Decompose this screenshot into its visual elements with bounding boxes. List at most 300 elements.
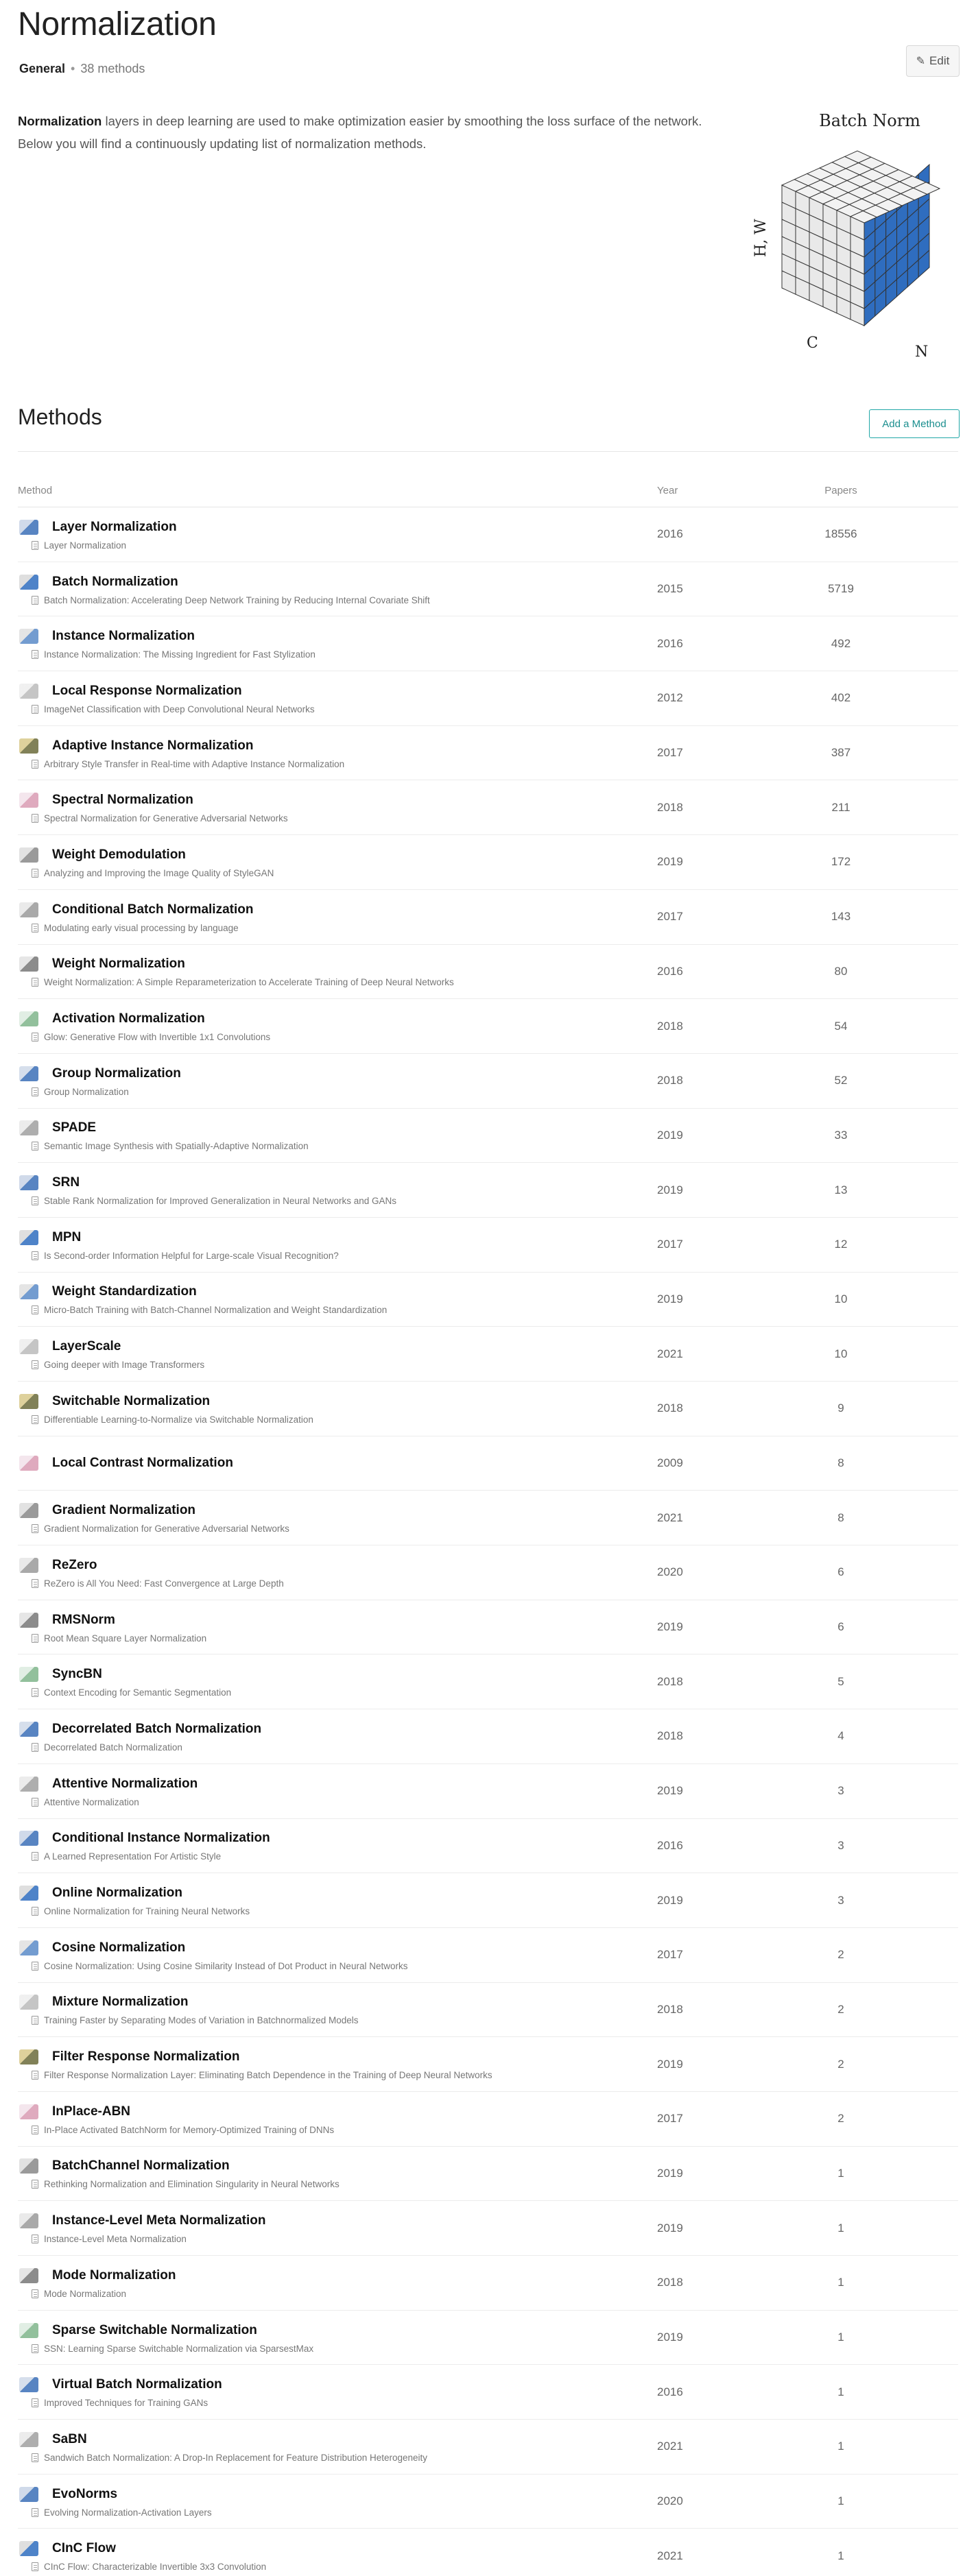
method-name-line [18,901,649,919]
method-cell [18,1775,649,1807]
method-name-line [18,1829,649,1847]
method-name-line [18,2322,649,2339]
method-name-line [18,627,649,645]
paper-link[interactable] [18,1687,649,1698]
table-row[interactable] [18,2201,958,2256]
paper-icon [32,1743,38,1752]
paper-title: ImageNet Classification with Deep Convolutional Neural Networks [44,703,315,714]
paper-icon [32,2235,38,2243]
method-name-line [18,1174,649,1192]
method-name-link[interactable]: Group Normalization [52,1066,181,1081]
method-paper-count: 2 [837,1948,844,1962]
paper-title: CInC Flow: Characterizable Invertible 3x3 Convolution [44,2562,267,2573]
method-name-link[interactable]: Spectral Normalization [52,793,193,808]
paper-title: Attentive Normalization [44,1796,139,1807]
separator-dot: • [71,62,75,75]
method-name-link[interactable]: MPN [52,1229,82,1244]
instance-norm-thumb [19,629,38,644]
column-papers[interactable]: Papers [824,485,857,496]
paper-link[interactable] [18,595,649,605]
method-year: 2017 [657,2112,683,2126]
description-lead: Normalization [18,114,102,128]
method-name-link[interactable]: Weight Standardization [52,1284,197,1299]
paper-link[interactable] [18,1196,649,1206]
dbn-thumb [19,1722,38,1737]
method-year: 2018 [657,1074,683,1087]
method-name-link[interactable]: Online Normalization [52,1886,183,1901]
spade-thumb [19,1120,38,1135]
edit-button[interactable] [906,45,960,77]
method-year: 2018 [657,1401,683,1415]
method-name-link[interactable]: Filter Response Normalization [52,2049,240,2065]
paper-link[interactable] [18,1141,649,1151]
bcn-thumb [19,2158,38,2174]
table-row[interactable] [18,2311,958,2366]
mode-thumb [19,2268,38,2283]
table-row[interactable] [18,2256,958,2311]
paper-link[interactable] [18,923,649,933]
table-body [18,507,958,2576]
paper-icon [32,924,38,932]
method-year: 2018 [657,800,683,814]
paper-link[interactable] [18,2234,649,2244]
rmsnorm-thumb [19,1613,38,1628]
table-row[interactable] [18,2037,958,2092]
method-cell [18,901,649,933]
table-row[interactable] [18,616,958,671]
table-row[interactable] [18,999,958,1054]
method-cell [18,2157,649,2189]
table-row[interactable] [18,726,958,781]
method-name-link[interactable]: Local Contrast Normalization [52,1456,233,1471]
paper-icon [32,2562,38,2571]
method-name-link[interactable]: Attentive Normalization [52,1776,198,1791]
paper-icon [32,596,38,605]
table-row[interactable] [18,1545,958,1600]
paper-title: Analyzing and Improving the Image Quality of StyleGAN [44,867,274,878]
paper-link[interactable] [18,1032,649,1042]
table-row[interactable] [18,1873,958,1928]
method-name-line [18,1556,649,1574]
batch-norm-illustration [741,103,967,357]
method-paper-count: 1 [837,2494,844,2508]
method-year: 2021 [657,1347,683,1360]
method-name-line [18,518,649,536]
method-year: 2009 [657,1456,683,1470]
layerscale-thumb [19,1339,38,1354]
paper-icon [32,1798,38,1807]
method-cell [18,2485,649,2518]
method-name-line [18,1393,649,1410]
method-name-line [18,955,649,973]
method-name-link[interactable]: Sparse Switchable Normalization [52,2322,257,2337]
collection-description [18,110,704,155]
table-row[interactable] [18,2529,958,2576]
method-year: 2018 [657,1674,683,1688]
method-year: 2021 [657,1510,683,1524]
paper-title: Mode Normalization [44,2288,127,2299]
method-year: 2019 [657,855,683,869]
method-name-line [18,1283,649,1301]
method-name-link[interactable]: Switchable Normalization [52,1393,211,1408]
method-cell [18,1884,649,1916]
method-name-link[interactable]: Gradient Normalization [52,1503,196,1518]
method-paper-count: 402 [831,691,851,705]
table-row[interactable] [18,1928,958,1983]
method-year: 2021 [657,2549,683,2562]
paper-icon [32,2508,38,2517]
method-paper-count: 1 [837,2549,844,2562]
method-name-link[interactable]: Local Response Normalization [52,683,242,698]
method-paper-count: 80 [834,964,848,978]
paper-link[interactable] [18,2562,649,2572]
paper-link[interactable] [18,759,649,769]
method-cell [18,627,649,660]
method-year: 2018 [657,1019,683,1033]
table-row[interactable] [18,780,958,835]
method-name-link[interactable]: Layer Normalization [52,519,177,534]
page-title: Normalization [18,6,217,43]
paper-icon [32,1251,38,1260]
method-name-link[interactable]: RMSNorm [52,1612,115,1627]
method-name-line [18,2485,649,2503]
method-year: 2020 [657,1565,683,1579]
paper-icon [32,978,38,987]
method-year: 2019 [657,2166,683,2180]
method-year: 2021 [657,2440,683,2453]
method-year: 2019 [657,1183,683,1196]
method-year: 2019 [657,1128,683,1142]
paper-title: Going deeper with Image Transformers [44,1360,205,1371]
table-row[interactable] [18,1163,958,1218]
paper-icon [32,1142,38,1151]
paper-title: Context Encoding for Semantic Segmentation [44,1687,232,1698]
method-cell [18,1829,649,1862]
method-cell [18,1010,649,1042]
paper-link[interactable] [18,2070,649,2080]
method-paper-count: 172 [831,855,851,869]
paper-link[interactable] [18,1087,649,1097]
method-name-line [18,682,649,700]
paper-link[interactable] [18,2125,649,2135]
method-name-line [18,2103,649,2121]
method-cell [18,1502,649,1534]
paper-link[interactable] [18,649,649,660]
column-year[interactable]: Year [657,485,678,496]
method-name-link[interactable]: Instance Normalization [52,629,195,644]
paper-link[interactable] [18,1360,649,1370]
online-thumb [19,1886,38,1901]
paper-icon [32,2453,38,2462]
paper-link[interactable] [18,1961,649,1971]
paper-icon [32,1087,38,1096]
paper-title: Filter Response Normalization Layer: Eliminating Batch Dependence in the Training of Deep Neural Networks [44,2070,492,2081]
paper-icon [32,2180,38,2189]
table-row[interactable] [18,2147,958,2202]
method-year: 2017 [657,746,683,760]
paper-icon [32,2289,38,2298]
paper-link[interactable] [18,1797,649,1807]
column-method[interactable]: Method [18,485,53,496]
paper-title: Group Normalization [44,1086,129,1097]
mpn-thumb [19,1230,38,1245]
method-name-line [18,1454,649,1472]
method-cell [18,1720,649,1753]
method-year: 2016 [657,964,683,978]
method-paper-count: 492 [831,636,851,650]
rezero-thumb [19,1558,38,1573]
method-paper-count: 3 [837,1838,844,1852]
method-paper-count: 5719 [828,582,854,596]
cube-diagram [782,151,940,326]
paper-icon [32,1524,38,1533]
method-name-link[interactable]: Cosine Normalization [52,1940,186,1955]
table-row[interactable] [18,507,958,562]
table-row[interactable] [18,835,958,890]
method-name-link[interactable]: LayerScale [52,1339,121,1354]
method-cell [18,1119,649,1151]
method-paper-count: 54 [834,1019,848,1033]
method-paper-count: 18556 [824,527,857,541]
paper-title: Instance Normalization: The Missing Ingredient for Fast Stylization [44,649,316,660]
method-cell [18,791,649,823]
method-name-link[interactable]: ReZero [52,1557,97,1572]
paper-icon [32,1579,38,1588]
method-year: 2019 [657,1893,683,1907]
method-name-line [18,1884,649,1902]
paper-title: Differentiable Learning-to-Normalize via Switchable Normalization [44,1414,313,1425]
method-paper-count: 8 [837,1510,844,1524]
gradnorm-thumb [19,1503,38,1518]
paper-link[interactable] [18,2453,649,2463]
method-name-line [18,1065,649,1083]
method-name-link[interactable]: Conditional Instance Normalization [52,1831,270,1846]
paper-icon [32,1634,38,1643]
method-cell [18,2212,649,2244]
method-name-link[interactable]: Weight Demodulation [52,847,186,862]
illustration-axis-c: C [807,335,818,352]
method-name-line [18,2048,649,2066]
table-row[interactable] [18,890,958,945]
table-row[interactable] [18,2092,958,2147]
paper-link[interactable] [18,2344,649,2354]
divider [18,451,958,452]
method-name-link[interactable]: InPlace-ABN [52,2104,131,2119]
syncbn-thumb [19,1667,38,1682]
paper-title: Evolving Normalization-Activation Layers [44,2507,212,2518]
method-cell [18,1174,649,1206]
method-name-line [18,1502,649,1519]
method-year: 2018 [657,2002,683,2016]
paper-title: Cosine Normalization: Using Cosine Similarity Instead of Dot Product in Neural Networks [44,1960,408,1971]
paper-title: Gradient Normalization for Generative Adversarial Networks [44,1524,289,1534]
method-name-link[interactable]: Conditional Batch Normalization [52,902,254,917]
table-row[interactable] [18,1382,958,1436]
paper-title: Spectral Normalization for Generative Adversarial Networks [44,813,288,824]
paper-icon [32,2016,38,2025]
paper-link[interactable] [18,1906,649,1916]
edit-icon: ✎ [916,56,926,67]
illustration-axis-n: N [915,344,929,357]
paper-icon [32,650,38,659]
method-name-link[interactable]: SaBN [52,2431,87,2446]
method-name-line [18,573,649,591]
method-name-line [18,1119,649,1137]
paper-icon [32,869,38,878]
method-name-link[interactable]: Mixture Normalization [52,1995,189,2010]
paper-link[interactable] [18,2179,649,2189]
method-year: 2019 [657,1784,683,1798]
paper-icon [32,2344,38,2353]
lrn-thumb [19,684,38,699]
method-name-link[interactable]: SRN [52,1175,80,1190]
method-name-link[interactable]: SyncBN [52,1667,102,1682]
method-name-link[interactable]: Mode Normalization [52,2267,176,2283]
table-row[interactable] [18,1327,958,1382]
paper-icon [32,1907,38,1916]
paper-link[interactable] [18,1742,649,1753]
method-paper-count: 10 [834,1347,848,1360]
paper-link[interactable] [18,977,649,987]
paper-link[interactable] [18,1251,649,1261]
method-year: 2016 [657,527,683,541]
paper-icon [32,1852,38,1861]
add-method-button[interactable]: Add a Method [869,409,960,438]
evonorms-thumb [19,2487,38,2502]
method-paper-count: 2 [837,2057,844,2071]
method-cell [18,2376,649,2408]
method-cell [18,1454,649,1472]
switchable-thumb [19,1394,38,1409]
paper-link[interactable] [18,1524,649,1534]
paper-icon [32,1415,38,1424]
method-name-link[interactable]: EvoNorms [52,2486,118,2501]
method-name-line [18,1665,649,1683]
method-name-link[interactable]: SPADE [52,1120,97,1135]
table-row[interactable] [18,1273,958,1327]
table-row[interactable] [18,2475,958,2529]
paper-link[interactable] [18,2398,649,2408]
paper-link[interactable] [18,1415,649,1425]
paper-icon [32,1033,38,1042]
method-name-link[interactable]: BatchChannel Normalization [52,2158,230,2174]
table-row[interactable] [18,671,958,726]
paper-link[interactable] [18,868,649,878]
illustration-axis-hw: H, W [752,219,770,257]
method-paper-count: 1 [837,2440,844,2453]
method-paper-count: 33 [834,1128,848,1142]
method-name-line [18,1993,649,2011]
table-row[interactable] [18,2365,958,2420]
method-name-line [18,1338,649,1356]
method-year: 2019 [657,2331,683,2344]
cinc-thumb [19,2541,38,2556]
method-name-link[interactable]: CInC Flow [52,2541,116,2556]
table-row[interactable] [18,945,958,1000]
paper-title: SSN: Learning Sparse Switchable Normalization via SparsestMax [44,2343,314,2354]
paper-link[interactable] [18,813,649,823]
paper-icon [32,541,38,550]
method-year: 2016 [657,636,683,650]
paper-icon [32,1196,38,1205]
method-year: 2019 [657,1620,683,1634]
paper-link[interactable] [18,1851,649,1862]
table-row[interactable] [18,1819,958,1874]
method-name-link[interactable]: Activation Normalization [52,1011,205,1026]
method-name-line [18,791,649,809]
method-paper-count: 3 [837,1784,844,1798]
table-row[interactable] [18,1709,958,1764]
area-link[interactable]: General [19,62,66,75]
table-row[interactable] [18,1054,958,1109]
batch-norm-thumb [19,575,38,590]
method-cell [18,1283,649,1315]
paper-link[interactable] [18,1305,649,1315]
table-row[interactable] [18,562,958,617]
paper-link[interactable] [18,2289,649,2299]
table-row[interactable] [18,1654,958,1709]
table-row[interactable] [18,1600,958,1655]
layer-norm-thumb [19,520,38,535]
method-name-line [18,1720,649,1738]
table-row[interactable] [18,1491,958,1545]
method-cell [18,1065,649,1097]
method-cell [18,573,649,605]
paper-title: Sandwich Batch Normalization: A Drop-In Replacement for Feature Distribution Heterogeneity [44,2452,428,2463]
table-row[interactable] [18,1436,958,1491]
paper-title: Modulating early visual processing by language [44,922,239,933]
method-cell [18,2103,649,2135]
paper-title: Batch Normalization: Accelerating Deep Network Training by Reducing Internal Covariate Shift [44,594,430,605]
method-name-link[interactable]: Adaptive Instance Normalization [52,738,254,753]
paper-title: A Learned Representation For Artistic Style [44,1851,222,1862]
table-row[interactable] [18,1983,958,2038]
cbn-thumb [19,902,38,917]
paper-link[interactable] [18,2507,649,2518]
mixture-thumb [19,1995,38,2010]
paper-title: Instance-Level Meta Normalization [44,2234,187,2245]
paper-link[interactable] [18,1633,649,1644]
methods-heading: Methods [18,405,102,429]
method-name-link[interactable]: Batch Normalization [52,574,178,589]
method-name-link[interactable]: Virtual Batch Normalization [52,2377,222,2392]
method-name-link[interactable]: Instance-Level Meta Normalization [52,2213,266,2228]
table-row[interactable] [18,2420,958,2475]
paper-link[interactable] [18,704,649,714]
method-paper-count: 1 [837,2331,844,2344]
table-row[interactable] [18,1764,958,1819]
method-cell [18,2540,649,2572]
method-paper-count: 1 [837,2166,844,2180]
method-year: 2015 [657,582,683,596]
table-row[interactable] [18,1218,958,1273]
method-name-link[interactable]: Weight Normalization [52,956,185,972]
method-cell [18,682,649,714]
method-paper-count: 10 [834,1292,848,1305]
paper-link[interactable] [18,2015,649,2025]
demod-thumb [19,847,38,863]
method-name-line [18,737,649,755]
paper-link[interactable] [18,540,649,551]
table-row[interactable] [18,1109,958,1164]
method-cell [18,1611,649,1644]
method-year: 2017 [657,1238,683,1251]
paper-link[interactable] [18,1578,649,1589]
method-name-link[interactable]: Decorrelated Batch Normalization [52,1721,262,1736]
paper-title: Semantic Image Synthesis with Spatially-Adaptive Normalization [44,1141,309,1152]
paper-icon [32,705,38,714]
method-cell [18,2431,649,2463]
